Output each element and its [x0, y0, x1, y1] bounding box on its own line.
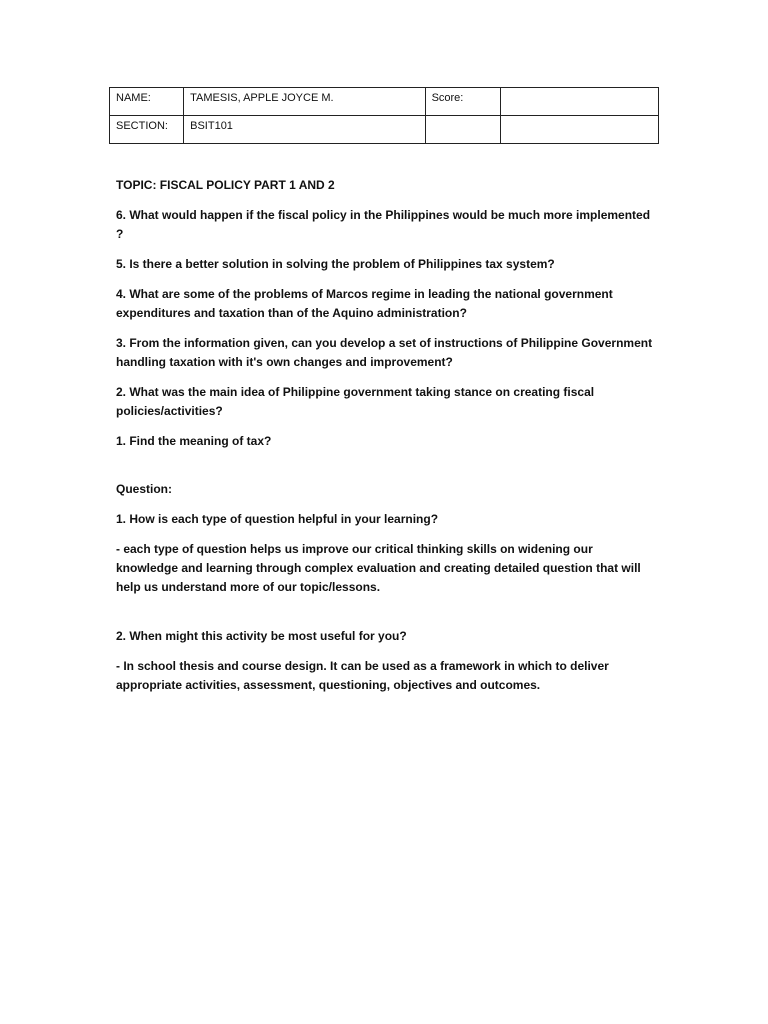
spacer: [116, 597, 656, 627]
reflection-question-1: 1. How is each type of question helpful in your learning?: [116, 512, 439, 526]
score-label: Score:: [425, 88, 500, 116]
spacer: [116, 451, 656, 480]
reflection-question-2: 2. When might this activity be most useful for you?: [116, 629, 407, 643]
question-3: 3. From the information given, can you develop a set of instructions of Philippine Government handling taxation with it's own changes and improvement?: [116, 336, 653, 369]
question-6: 6. What would happen if the fiscal policy in the Philippines would be much more implemented ?: [116, 208, 651, 241]
blank-cell-1: [425, 116, 500, 144]
topic-heading: TOPIC: FISCAL POLICY PART 1 AND 2: [116, 178, 335, 192]
section-label: SECTION:: [110, 116, 184, 144]
reflection-answer-2: - In school thesis and course design. It can be used as a framework in which to deliver appropriate activities, assessment, questioning, objectives and outcomes.: [116, 659, 609, 692]
name-row: [110, 88, 659, 116]
question-2: 2. What was the main idea of Philippine government taking stance on creating fiscal policies/activities?: [116, 385, 595, 418]
name-label: NAME:: [110, 88, 184, 116]
reflection-answer-1: - each type of question helps us improve our critical thinking skills on widening our knowledge and learning through complex evaluation and creating detailed question that will help us understand more of our topic/lessons.: [116, 542, 641, 594]
question-1: 1. Find the meaning of tax?: [116, 434, 272, 448]
reflection-heading: Question:: [116, 482, 172, 496]
question-4: 4. What are some of the problems of Marcos regime in leading the national government expenditures and taxation than of the Aquino administration?: [116, 287, 613, 320]
score-value: [500, 88, 658, 116]
section-value: BSIT101: [184, 116, 425, 144]
section-row: [110, 116, 659, 144]
name-value: TAMESIS, APPLE JOYCE M.: [184, 88, 425, 116]
document-body: [116, 176, 656, 695]
blank-cell-2: [500, 116, 658, 144]
question-5: 5. Is there a better solution in solving the problem of Philippines tax system?: [116, 257, 555, 271]
student-info-table: [109, 87, 659, 144]
